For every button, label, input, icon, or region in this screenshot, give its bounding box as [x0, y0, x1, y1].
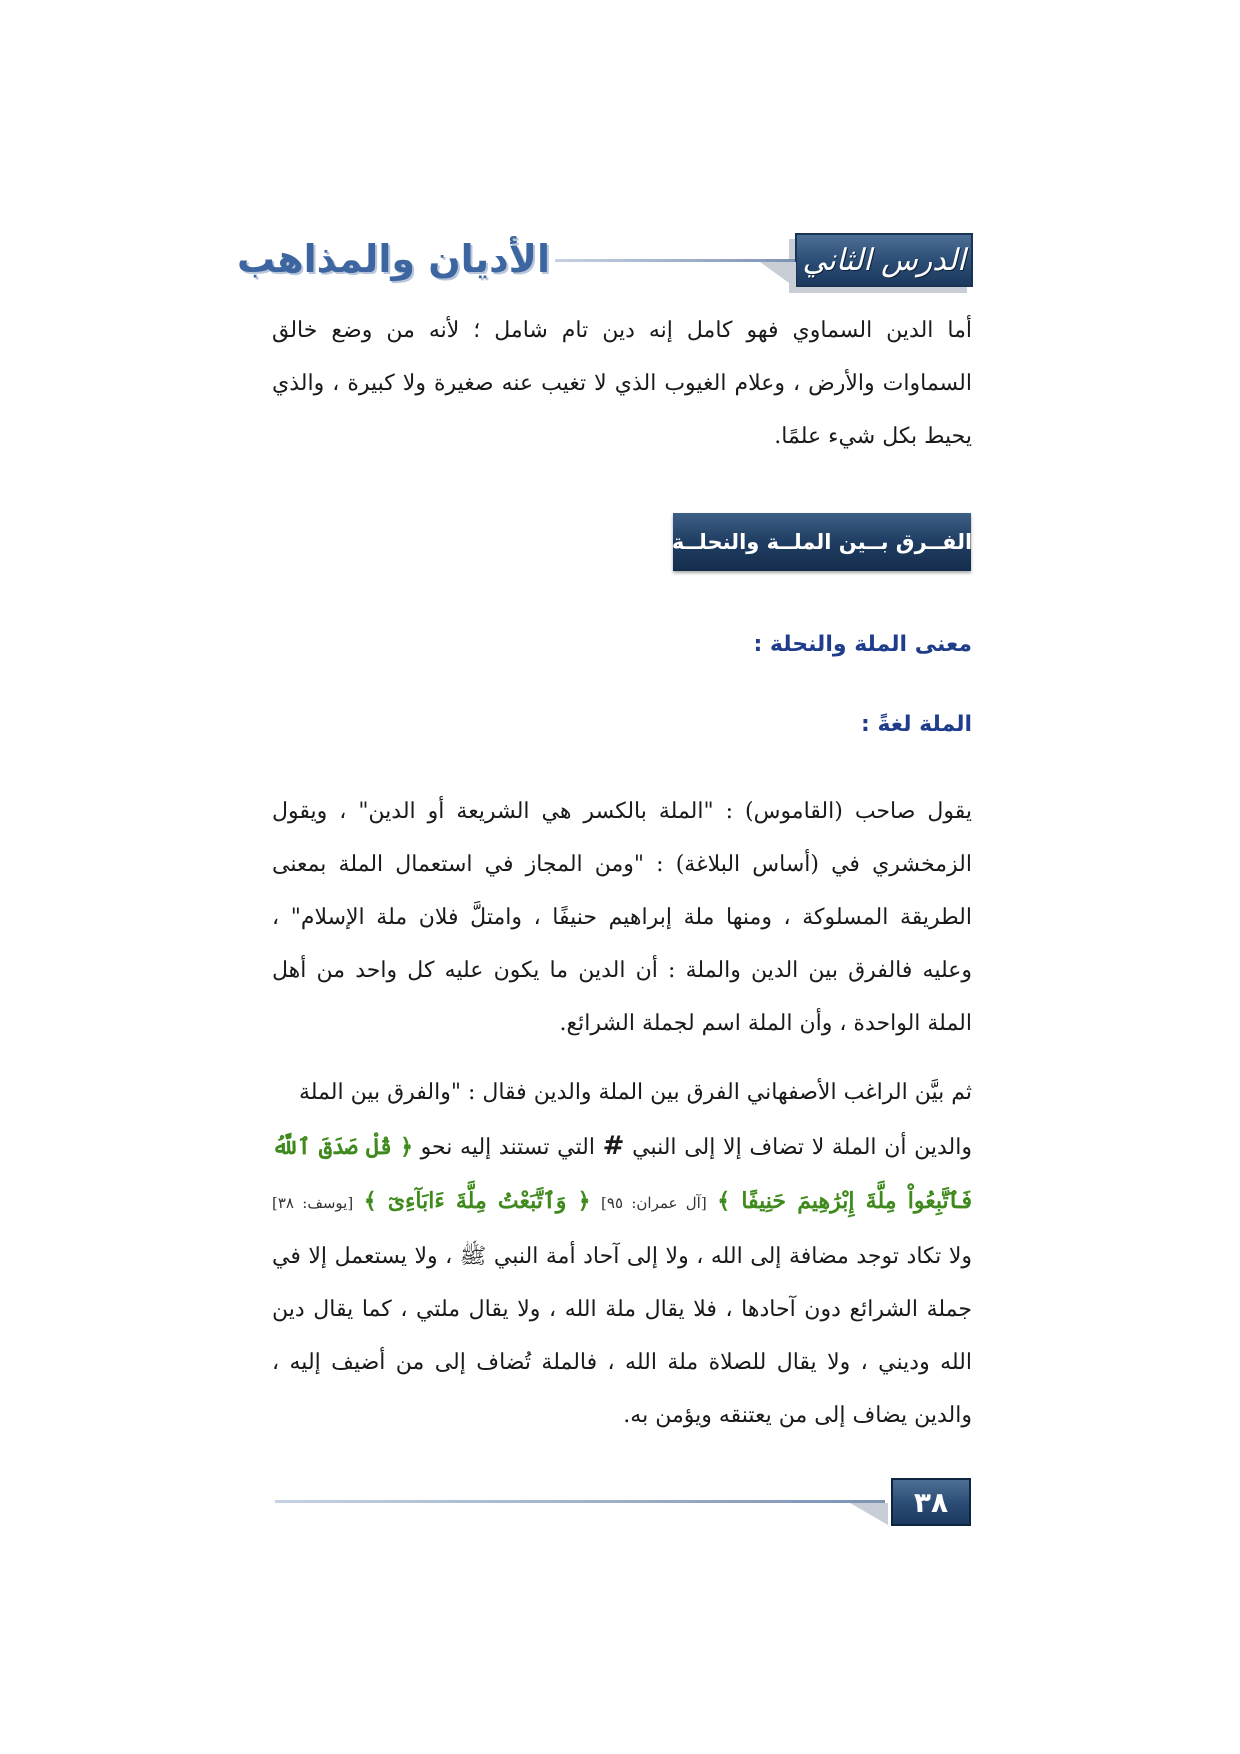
intro-paragraph — [272, 304, 972, 463]
lesson-label: الدرس الثاني — [802, 242, 966, 278]
footer-rule-shadow — [850, 1503, 888, 1525]
book-title: الأديان والمذاهب — [237, 237, 550, 281]
page-number: ٣٨ — [913, 1485, 949, 1519]
intro-paragraph-text: أما الدين السماوي فهو كامل إنه دين تام شامل ؛ لأنه من وضع خالق السماوات والأرض ، وعلام الغيوب الذي لا تغيب عنه صغيرة ولا كبيرة ، والذي يحيط بكل شيء علمًا. — [272, 318, 972, 449]
section-title: الفــرق بــين الملــة والنحلــة — [671, 530, 973, 554]
raghib-line-2-middle: التي تستند إليه نحو — [420, 1135, 595, 1160]
header-rule — [555, 259, 795, 262]
subheading-meaning: معنى الملة والنحلة : — [753, 632, 972, 657]
verse-2: ﴿ وَٱتَّبَعْتُ مِلَّةَ ءَابَآءِىٓ ﴾ — [363, 1188, 591, 1214]
dictionary-paragraph — [272, 785, 972, 1050]
raghib-paragraph-line-1 — [272, 1066, 972, 1119]
verse-1-start: ﴿ قُلْ صَدَقَ ٱللَّهُ — [272, 1134, 413, 1160]
subheading-linguistic: الملة لغةً : — [860, 712, 972, 737]
raghib-paragraph-line-2 — [272, 1120, 972, 1174]
raghib-paragraph-rest — [272, 1230, 972, 1442]
raghib-line-1-text: ثم بيَّن الراغب الأصفهاني الفرق بين الملة والدين فقال : "والفرق بين الملة — [298, 1080, 972, 1105]
raghib-rest-text: ولا تكاد توجد مضافة إلى الله ، ولا إلى آحاد أمة النبي ﷺ ، ولا يستعمل إلا في جملة الشرائع دون آحادها ، فلا يقال ملة الله ، ولا يقال ملتي ، كما يقال دين الله وديني ، ولا يقال للصلاة ملة الله ، فالملة تُضاف إلى من أضيف إليه ، والدين يضاف إلى من يعتنقه ويؤمن به. — [272, 1244, 972, 1428]
section-banner — [673, 513, 971, 571]
verse-1-reference: [آل عمران: ٩٥] — [601, 1194, 707, 1212]
verse-line — [272, 1175, 972, 1230]
dictionary-paragraph-text: يقول صاحب (القاموس) : "الملة بالكسر هي الشريعة أو الدين" ، ويقول الزمخشري في (أساس البلاغة) : "ومن المجاز في استعمال الملة بمعنى الطريقة المسلوكة ، ومنها ملة إبراهيم حنيفًا ، وامتلَّ فلان ملة الإسلام" ، وعليه فالفرق بين الدين والملة : أن الدين ما يكون عليه كل واحد من أهل الملة الواحدة ، وأن الملة اسم لجملة الشرائع. — [272, 799, 972, 1036]
lesson-badge — [795, 233, 973, 287]
verse-1-end: فَٱتَّبِعُواْ مِلَّةَ إِبْرَٰهِيمَ حَنِيفًا ﴾ — [717, 1188, 972, 1214]
verse-2-reference: [يوسف: ٣٨] — [272, 1194, 354, 1212]
header-rule-shadow — [760, 262, 796, 288]
hash-symbol: # — [602, 1131, 625, 1161]
page-number-badge — [891, 1478, 971, 1526]
footer-rule — [275, 1500, 885, 1503]
raghib-line-2-prefix: والدين أن الملة لا تضاف إلا إلى النبي — [632, 1135, 972, 1160]
